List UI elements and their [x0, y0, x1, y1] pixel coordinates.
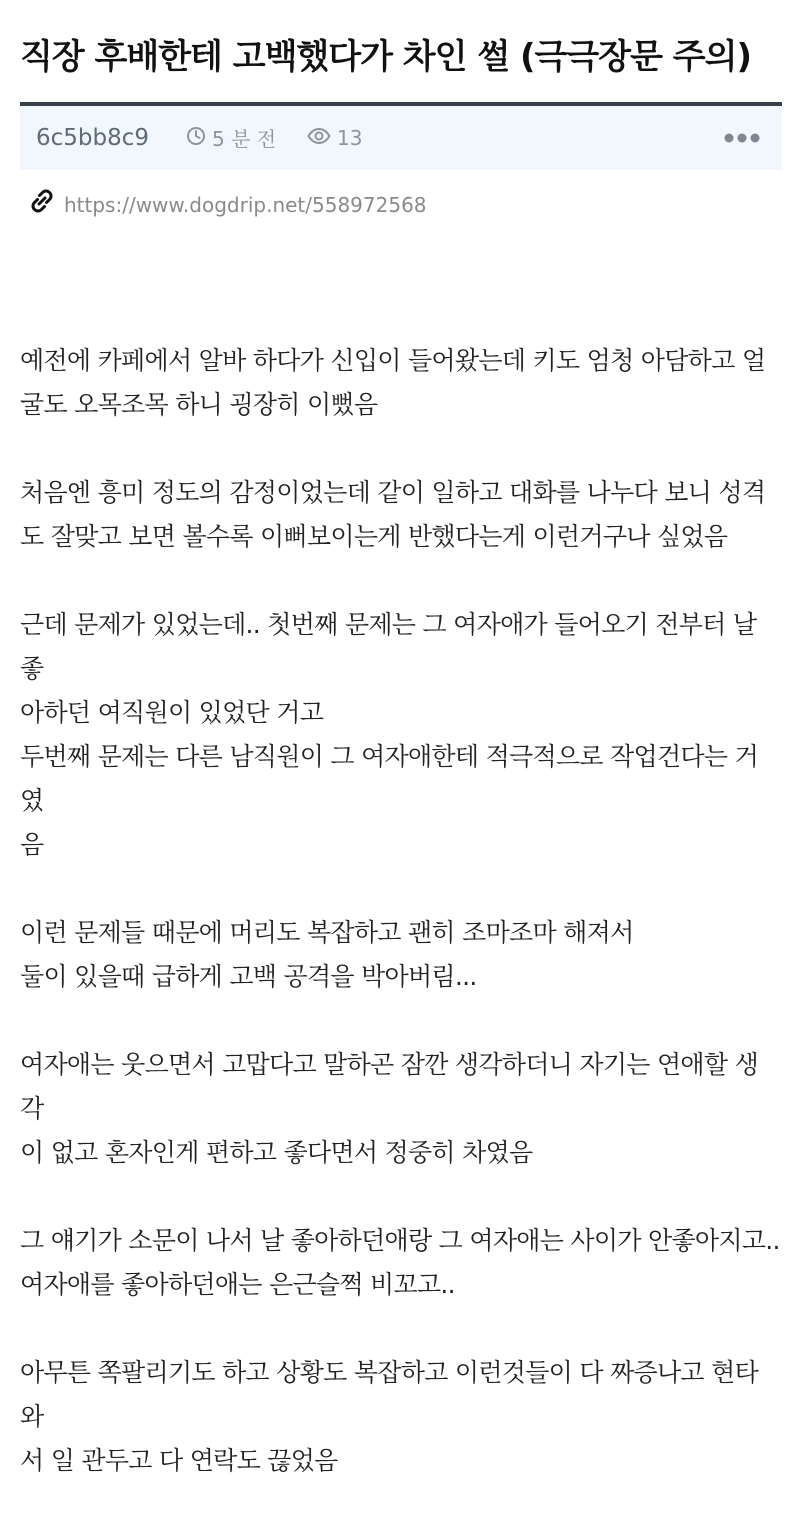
eye-icon	[307, 126, 331, 150]
paragraph-2: 처음엔 흥미 정도의 감정이었는데 같이 일하고 대화를 나누다 보니 성격 도 잘맞고 보면 볼수록 이뻐보이는게 반했다는게 이런거구나 싶었음	[20, 478, 766, 551]
paragraph-3: 근데 문제가 있었는데.. 첫번째 문제는 그 여자애가 들어오기 전부터 날 좋 아하던 여직원이 있었단 거고 두번째 문제는 다른 남직원이 그 여자애한테 적극적으로 작업건다는 거였 음	[20, 610, 759, 859]
post-meta-bar	[20, 106, 782, 170]
time-text: 5 분 전	[212, 126, 277, 151]
more-icon	[724, 128, 760, 147]
link-icon	[28, 187, 56, 223]
article-body	[20, 339, 780, 1527]
paragraph-6: 그 얘기가 소문이 나서 날 좋아하던애랑 그 여자애는 사이가 안좋아지고.. 여자애를 좋아하던애는 은근슬쩍 비꼬고..	[20, 1226, 780, 1299]
views-text: 13	[337, 126, 363, 150]
author-name[interactable]: 6c5bb8c9	[36, 125, 150, 151]
paragraph-7: 아무튼 쪽팔리기도 하고 상황도 복잡하고 이런것들이 다 짜증나고 현타와 서 일 관두고 다 연락도 끊었음	[20, 1358, 759, 1475]
view-count	[307, 126, 362, 150]
post-title: 직장 후배한테 고백했다가 차인 썰 (극극장문 주의)	[20, 37, 751, 77]
post-time	[186, 126, 276, 151]
source-link[interactable]	[28, 187, 427, 223]
clock-icon	[186, 126, 206, 151]
paragraph-1: 예전에 카페에서 알바 하다가 신입이 들어왔는데 키도 엄청 아담하고 얼 굴도 오목조목 하니 굉장히 이뻤음	[20, 346, 766, 419]
more-options-button[interactable]	[722, 123, 762, 151]
source-url[interactable]: https://www.dogdrip.net/558972568	[64, 193, 427, 217]
paragraph-4: 이런 문제들 때문에 머리도 복잡하고 괜히 조마조마 해져서 둘이 있을때 급하게 고백 공격을 박아버림...	[20, 918, 634, 991]
paragraph-5: 여자애는 웃으면서 고맙다고 말하곤 잠깐 생각하더니 자기는 연애할 생각 이 없고 혼자인게 편하고 좋다면서 정중히 차였음	[20, 1050, 759, 1167]
